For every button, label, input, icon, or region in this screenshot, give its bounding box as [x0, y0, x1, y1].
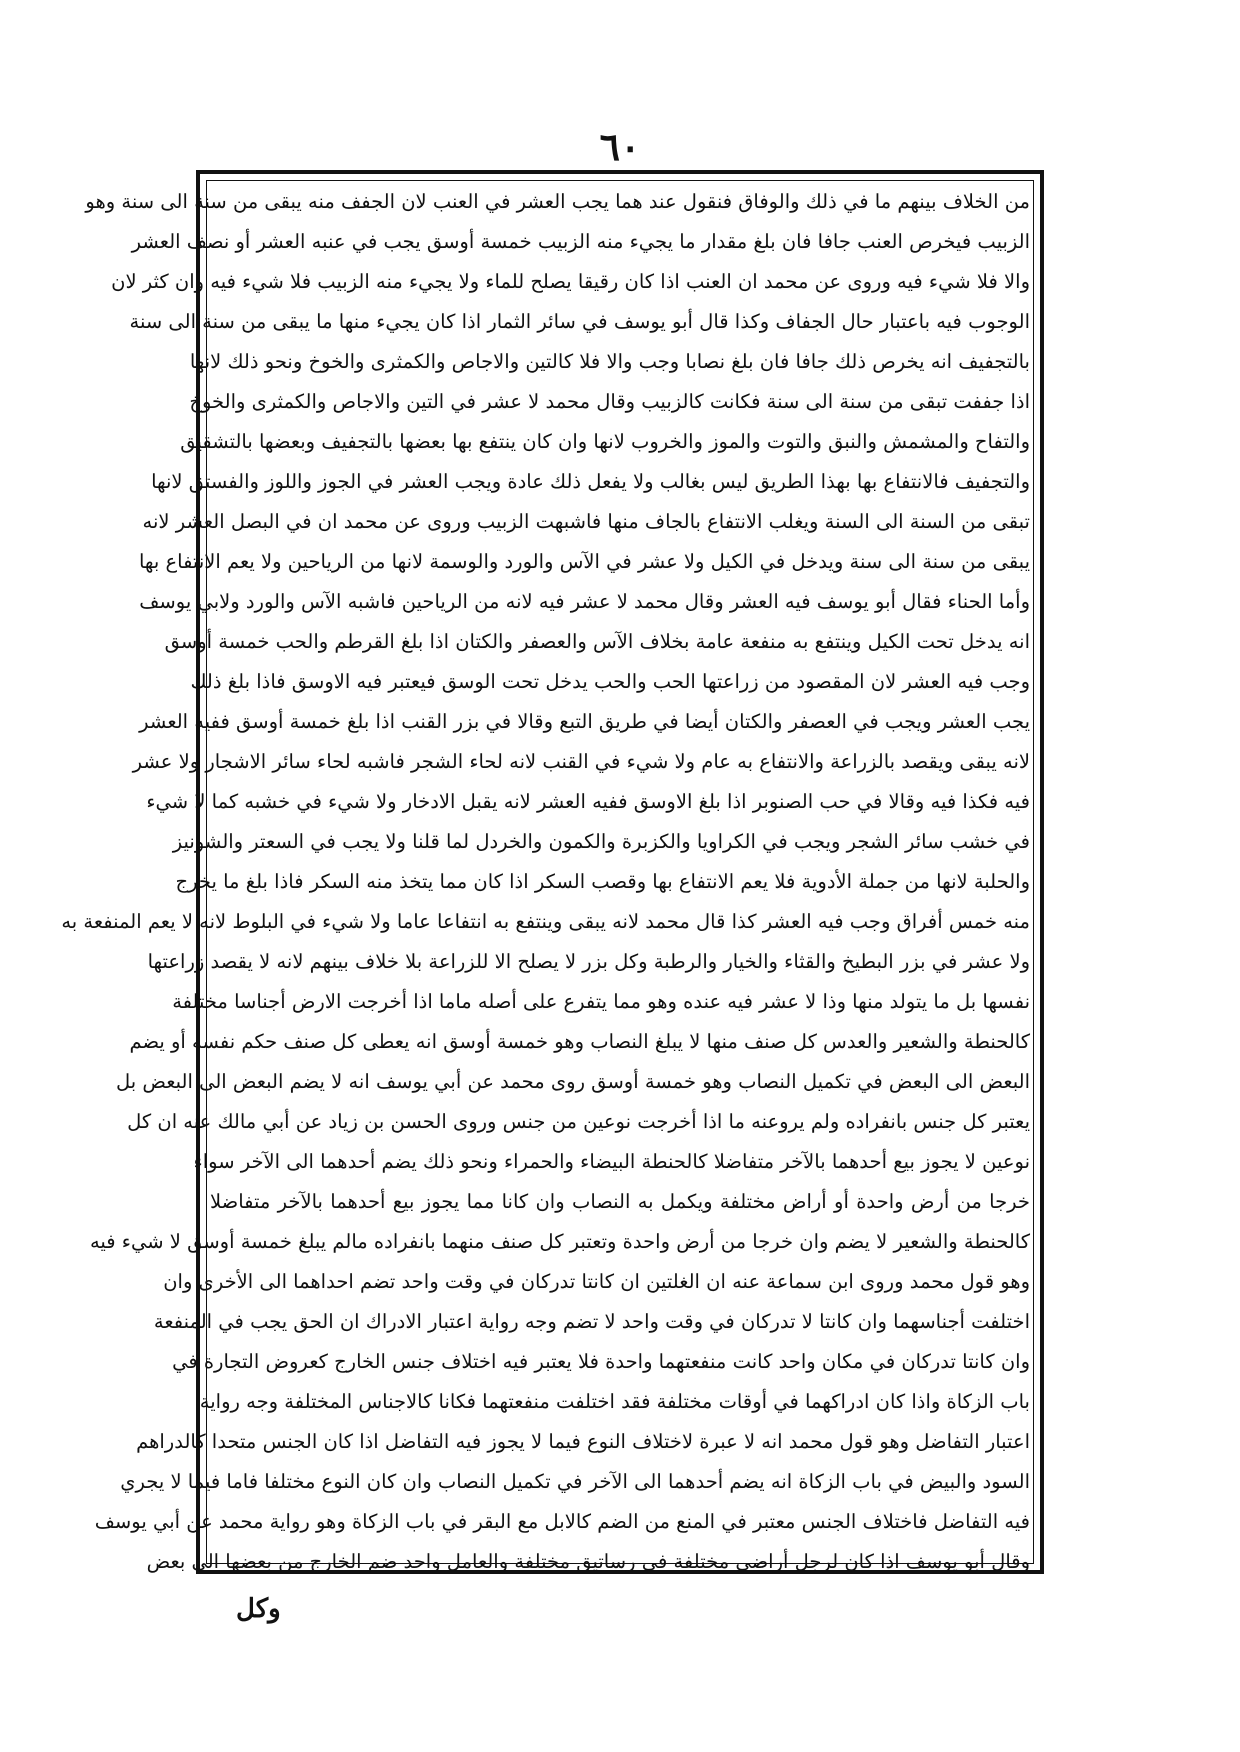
text-line: والحلبة لانها من جملة الأدوية فلا يعم الانتفاع بها وقصب السكر اذا كان مما يتخذ منه السكر فاذا بلغ ما يخرج — [175, 870, 1030, 893]
text-line: لانه يبقى ويقصد بالزراعة والانتفاع به عام ولا شيء في القنب لانه لحاء الشجر فاشبه لحاء سائر الاشجار ولا عشر — [132, 750, 1030, 773]
page-frame-outer — [61, 170, 1044, 1574]
text-line: يعتبر كل جنس بانفراده ولم يروعنه ما اذا أخرجت نوعين من جنس وروى الحسن بن زياد عن أبي مالك عنه ان كل — [127, 1110, 1030, 1133]
catchword: وكل — [236, 1594, 281, 1624]
text-line: منه خمس أفراق وجب فيه العشر كذا قال محمد لانه يبقى وينتفع به انتفاعا عاما ولا شيء في البلوط لانه لا يعم المنفعة به — [61, 910, 1030, 933]
text-line: فيه التفاضل فاختلاف الجنس معتبر في المنع من الضم كالابل مع البقر في باب الزكاة وهو رواية محمد عن أبي يوسف — [94, 1510, 1030, 1533]
text-line: وجب فيه العشر لان المقصود من زراعتها الحب والحب يدخل تحت الوسق فيعتبر فيه الاوسق فاذا بلغ ذلك — [190, 670, 1030, 693]
text-line: البعض الى البعض في تكميل النصاب وهو خمسة أوسق روى محمد عن أبي يوسف انه لا يضم البعض الى البعض بل — [115, 1070, 1030, 1093]
text-line: في خشب سائر الشجر ويجب في الكراويا والكزبرة والكمون والخردل لما قلنا ولا يجب في السعتر والشونيز — [172, 830, 1030, 853]
text-line: باب الزكاة واذا كان ادراكهما في أوقات مختلفة فقد اختلفت منفعتهما فكانا كالاجناس المختلفة وجه رواية — [199, 1390, 1030, 1413]
text-line: يجب العشر ويجب في العصفر والكتان أيضا في طريق التبع وقالا في بزر القنب اذا بلغ خمسة أوسق ففيه العشر — [139, 710, 1030, 733]
text-line: نفسها بل ما يتولد منها وذا لا عشر فيه عنده وهو مما يتفرع على أصله ماما اذا أخرجت الارض أجناسا مختلفة — [172, 990, 1030, 1013]
text-line: السود والبيض في باب الزكاة انه يضم أحدهما الى الآخر في تكميل النصاب وان كان النوع مختلفا فاما فيما لا يجري — [120, 1470, 1030, 1493]
text-line: انه يدخل تحت الكيل وينتفع به منفعة عامة بخلاف الآس والعصفر والكتان اذا بلغ القرطم والحب خمسة أوسق — [164, 630, 1030, 653]
text-line: والتفاح والمشمش والنبق والتوت والموز والخروب لانها وان كان ينتفع بها بعضها بالتجفيف وبعضها بالتشقيق — [180, 430, 1030, 453]
text-line: كالحنطة والشعير لا يضم وان خرجا من أرض واحدة وتعتبر كل صنف منهما بانفراده مالم يبلغ خمسة أوسق لا شيء فيه — [89, 1230, 1030, 1253]
text-line: اعتبار التفاضل وهو قول محمد انه لا عبرة لاختلاف النوع فيما لا يجوز فيه التفاضل اذا كان الجنس متحدا كالدراهم — [136, 1430, 1030, 1453]
text-line: اختلفت أجناسهما وان كانتا لا تدركان في وقت واحد لا تضم وجه رواية اعتبار الادراك ان الحق يجب في المنفعة — [153, 1310, 1030, 1333]
text-line: يبقى من سنة الى سنة ويدخل في الكيل ولا عشر في الآس والورد والوسمة لانها من الرياحين ولا يعم الانتفاع بها — [138, 550, 1030, 573]
text-line: وهو قول محمد وروى ابن سماعة عنه ان الغلتين ان كانتا تدركان في وقت واحد تضم احداهما الى الأخرى وان — [163, 1270, 1030, 1293]
main-text-block — [61, 182, 1030, 1573]
text-line: فيه فكذا فيه وقالا في حب الصنوبر اذا بلغ الاوسق ففيه العشر لانه يقبل الادخار ولا شيء في خشبه كما لا شيء — [146, 790, 1030, 813]
text-line: الوجوب فيه باعتبار حال الجفاف وكذا قال أبو يوسف في سائر الثمار اذا كان يجيء منها ما يبقى من سنة الى سنة — [129, 310, 1030, 333]
text-line: ولا عشر في بزر البطيخ والقثاء والخيار والرطبة وكل بزر لا يصلح الا للزراعة بلا خلاف بينهم لانه لا يقصد زراعتها — [147, 950, 1030, 973]
text-line: من الخلاف بينهم ما في ذلك والوفاق فنقول عند هما يجب العشر في العنب لان الجفف منه يبقى من سنة الى سنة وهو — [85, 190, 1030, 213]
text-line: كالحنطة والشعير والعدس كل صنف منها لا يبلغ النصاب وهو خمسة أوسق انه يعطى كل صنف حكم نفسه أو يضم — [129, 1030, 1030, 1053]
text-line: وأما الحناء فقال أبو يوسف فيه العشر وقال محمد لا عشر فيه لانه من الرياحين فاشبه الآس والورد ولابي يوسف — [139, 590, 1030, 613]
text-line: وقال أبو يوسف اذا كان لرجل أراضي مختلفة في رساتيق مختلفة والعامل واحد ضم الخارج من بعضها الى بعض — [146, 1550, 1030, 1573]
page-number: ٦٠ — [599, 124, 641, 169]
text-line: والتجفيف فالانتفاع بها بهذا الطريق ليس بغالب ولا يفعل ذلك عادة ويجب العشر في الجوز واللوز والفستق لانها — [151, 470, 1030, 493]
text-line: خرجا من أرض واحدة أو أراض مختلفة ويكمل به النصاب وان كانا مما يجوز بيع أحدهما بالآخر متفاضلا — [210, 1190, 1030, 1213]
text-line: اذا جففت تبقى من سنة الى سنة فكانت كالزبيب وقال محمد لا عشر في التين والاجاص والكمثرى والخوخ — [189, 390, 1030, 413]
text-line: وان كانتا تدركان في مكان واحد كانت منفعتهما واحدة فلا يعتبر فيه اختلاف جنس الخارج كعروض التجارة في — [172, 1350, 1030, 1373]
text-line: تبقى من السنة الى السنة ويغلب الانتفاع بالجاف منها فاشبهت الزبيب وروى عن محمد ان في البصل العشر لانه — [142, 510, 1030, 533]
text-line: والا فلا شيء فيه وروى عن محمد ان العنب اذا كان رقيقا يصلح للماء ولا يجيء منه الزبيب فلا شيء فيه وان كثر لان — [111, 270, 1030, 293]
text-line: الزبيب فيخرص العنب جافا فان بلغ مقدار ما يجيء منه الزبيب خمسة أوسق يجب في عنبه العشر أو نصف العشر — [131, 230, 1030, 253]
text-line: نوعين لا يجوز بيع أحدهما بالآخر متفاضلا كالحنطة البيضاء والحمراء ونحو ذلك يضم أحدهما الى الآخر سواء — [193, 1150, 1030, 1173]
text-line: بالتجفيف انه يخرص ذلك جافا فان بلغ نصابا وجب والا فلا كالتين والاجاص والكمثرى والخوخ ونحو ذلك لانها — [189, 350, 1030, 373]
